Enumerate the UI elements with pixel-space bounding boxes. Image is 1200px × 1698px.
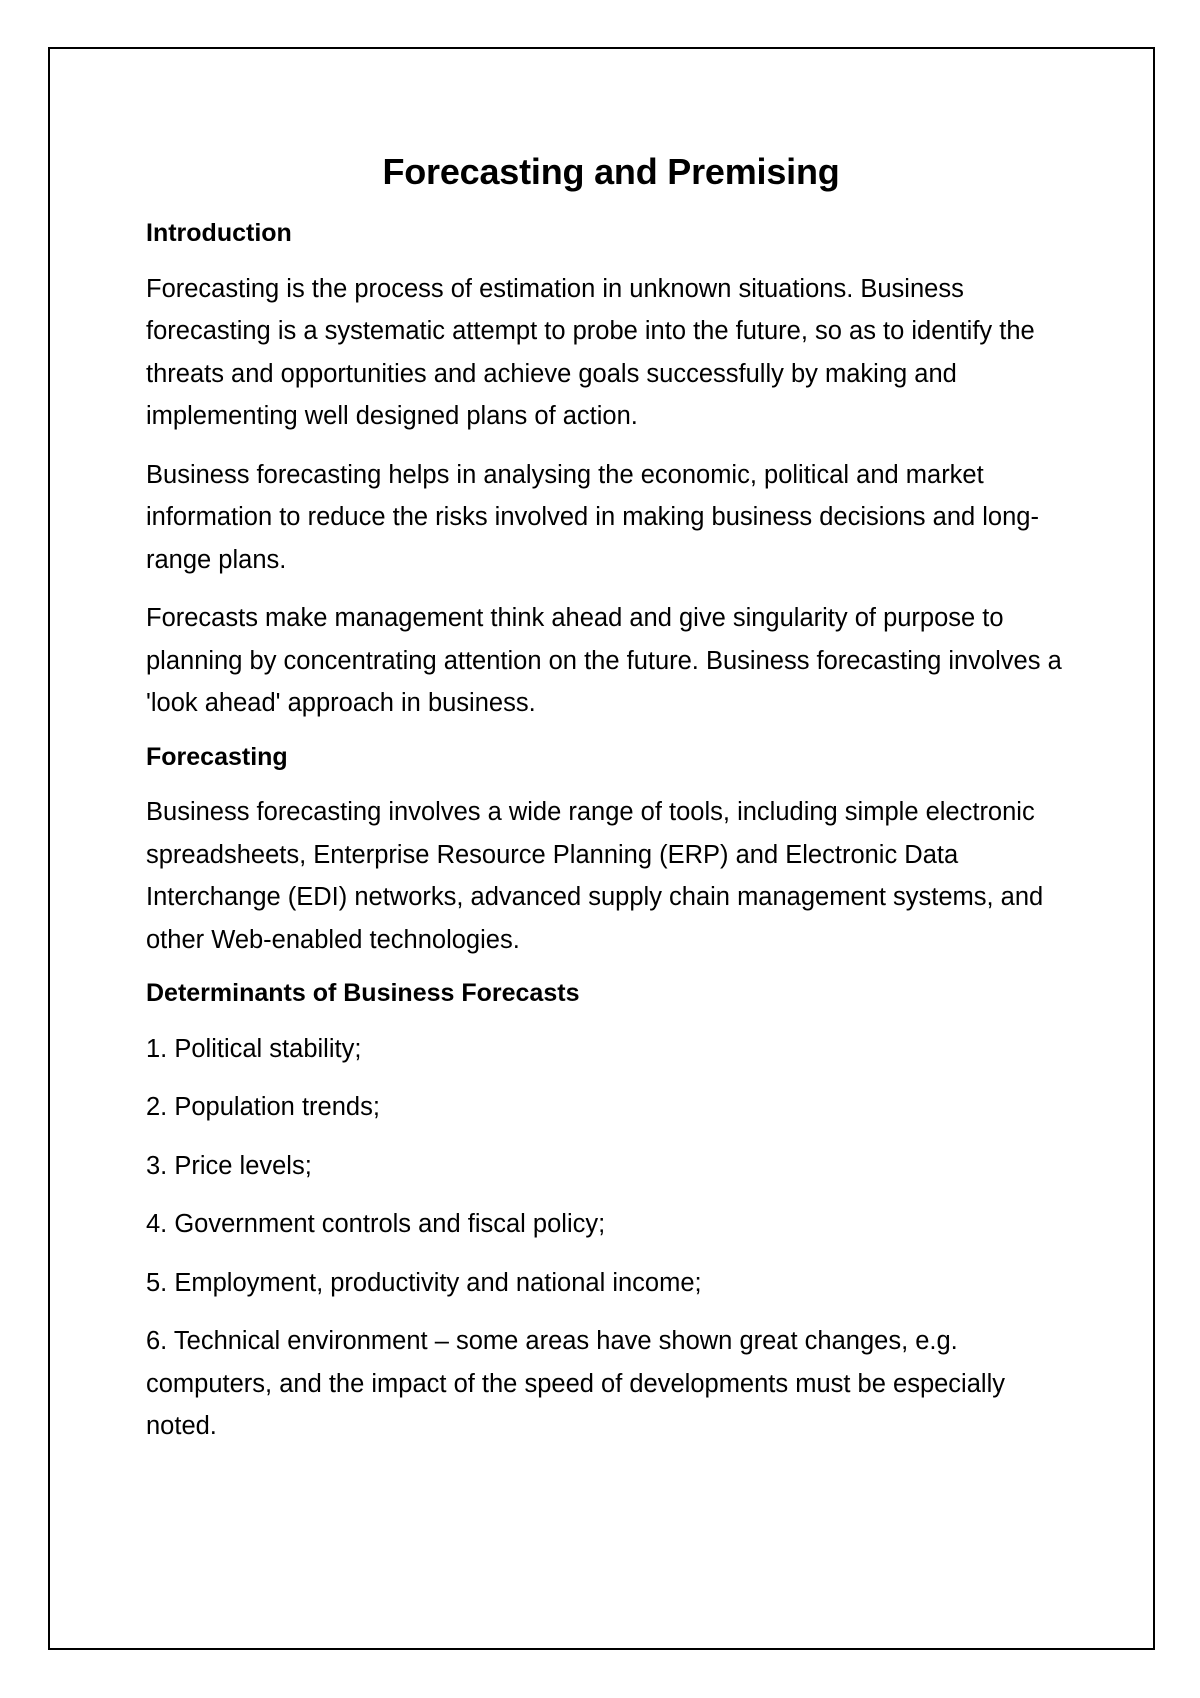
list-item: 6. Technical environment – some areas have shown great changes, e.g. computers, and the impact of the speed of developments must be especially noted. <box>146 1327 1005 1441</box>
forecasting-paragraph-1: Business forecasting involves a wide range of tools, including simple electronic spreadsheets, Enterprise Resource Planning (ERP) and Electronic Data Interchange (EDI) networks, advanced supply chain management systems, and other Web-enabled technologies. <box>146 798 1044 954</box>
list-item: 5. Employment, productivity and national income; <box>146 1268 702 1297</box>
list-item: 1. Political stability; <box>146 1034 362 1063</box>
section-introduction <box>146 217 1076 725</box>
intro-paragraph-2: Business forecasting helps in analysing the economic, political and market information to reduce the risks involved in making business decisions and long-range plans. <box>146 460 1039 574</box>
list-item: 4. Government controls and fiscal policy; <box>146 1210 606 1239</box>
document-title: Forecasting and Premising <box>382 151 840 192</box>
section-heading-introduction: Introduction <box>146 219 292 248</box>
section-forecasting <box>146 741 1076 962</box>
section-heading-determinants: Determinants of Business Forecasts <box>146 979 580 1008</box>
determinants-list <box>146 1028 1076 1448</box>
document-body <box>146 150 1076 1464</box>
section-heading-forecasting: Forecasting <box>146 742 288 771</box>
list-item: 3. Price levels; <box>146 1151 312 1180</box>
section-determinants <box>146 977 1076 1448</box>
intro-paragraph-1: Forecasting is the process of estimation in unknown situations. Business forecasting is a systematic attempt to probe into the future, so as to identify the threats and opportunities and achieve goals successfully by making and implementing well designed plans of action. <box>146 274 1035 431</box>
list-item: 2. Population trends; <box>146 1093 380 1122</box>
intro-paragraph-3: Forecasts make management think ahead and give singularity of purpose to planning by concentrating attention on the future. Business forecasting involves a 'look ahead' approach in business. <box>146 604 1062 718</box>
